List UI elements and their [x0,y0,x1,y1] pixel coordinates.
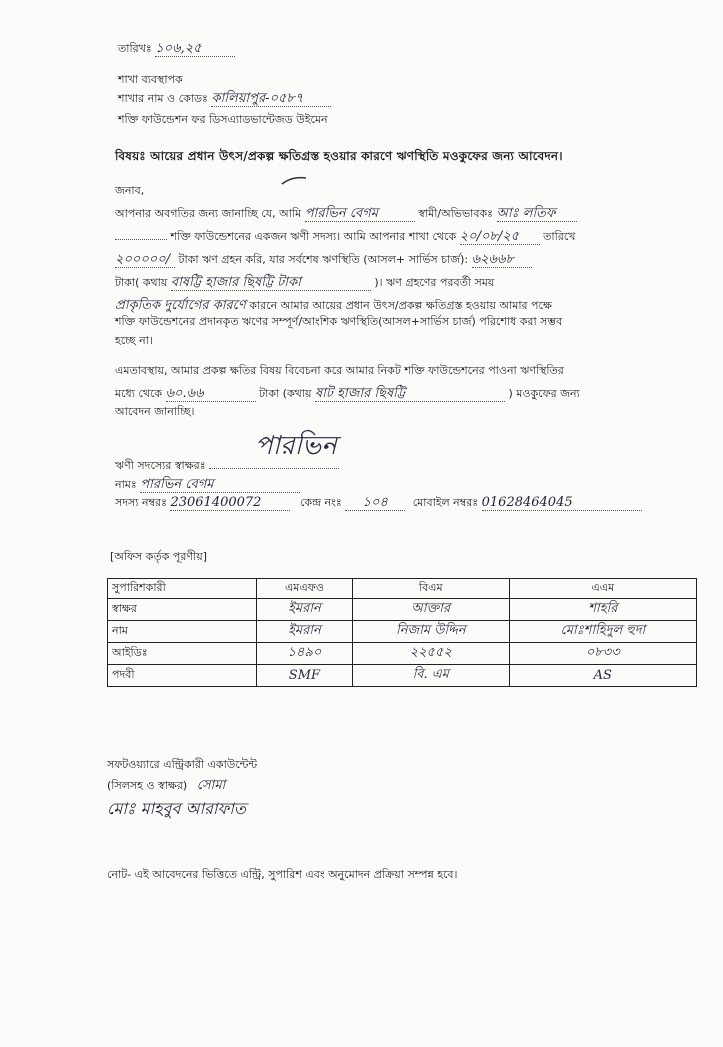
body-p2d: ) মওকুফের জন্য [508,387,580,400]
office-row-id [108,643,697,665]
body-line-10: আবেদন জানাচ্ছি। [115,405,195,418]
mobile-value: 01628464045 [482,496,642,511]
bm-designation: বি. এম [352,665,509,687]
body-p1d: টাকা( কথায় [115,276,168,289]
applicant-name: পারভিন বেগম [305,207,415,222]
center-label: কেন্দ্র নংঃ [299,496,342,509]
body-p1c: টাকা ঋণ গ্রহন করি, যার সর্বশেষ ঋণস্থিতি (আসল+ সার্ভিস চার্জ): [178,253,469,266]
am-designation: AS [509,665,696,687]
member-name-label: নামঃ [115,478,137,491]
body-p1f: কারনে আমার আয়ের প্রধান উৎস/প্রকল্প ক্ষতিগ্রস্ত হওয়ায় আমার পক্ষে [249,299,552,312]
accountant-signature: সোমা [196,778,226,793]
office-header-row [108,579,697,599]
waive-amount: ৬০.৬৬ [166,387,256,402]
pen-mark [280,172,310,188]
damage-reason: প্রাকৃতিক দুর্যোগের কারণে [115,298,246,313]
footer-note: নোট- এই আবেদনের ভিত্তিতে এন্ট্রি, সুপারিশ এবং অনুমোদন প্রক্রিয়া সম্পন্ন হবে। [107,868,458,881]
center-value: ১০৪ [345,496,405,511]
member-name-line [115,478,300,493]
office-row-signature [108,599,697,621]
branch-name-value: কালিয়াপুর-০৫৮৭ [211,92,331,107]
body-line-2 [115,230,575,245]
date-line [118,42,235,57]
am-name: মোঃশাহিদুল হুদা [509,621,696,643]
member-no-value: 23061400072 [170,496,290,511]
member-signature: পারভিন [255,431,337,461]
body-line-6: শক্তি ফাউন্ডেশনের প্রদানকৃত ঋণের সম্পূর্ণ/আংশিক ঋণস্থিতি(আসল+সার্ভিস চার্জ) পরিশোধ করা সম্ভব [115,315,563,328]
bm-id: ২২৫৫২ [352,643,509,665]
date-word: তারিখে [543,230,576,243]
loan-amount: ২০০০০০/ [115,253,175,268]
bm-name: নিজাম উদ্দিন [352,621,509,643]
waive-words: ষাট হাজার ছিষট্টি [315,387,505,402]
mfo-id: ১৪৯০ [257,643,353,665]
row-label: নাম [108,621,257,643]
guardian-value: আঃ লতিফ [497,207,577,222]
sign-line [115,459,339,473]
body-line-8: এমতাবস্থায়, আমার প্রকল্প ক্ষতির বিষয় বিবেচনা করে আমার নিকট শক্তি ফাউন্ডেশনের পাওনা ঋণস্থিতির [115,364,564,377]
branch-name-label: শাখার নাম ও কোডঃ [118,92,208,105]
mobile-label: মোবাইল নম্বরঃ [412,496,479,509]
accountant-name: মোঃ মাহবুব আরাফাত [107,799,246,818]
sign-label: ঋণী সদস্যের স্বাক্ষরঃ [115,459,206,472]
am-signature: শাহরি [509,599,696,621]
office-label: [অফিস কর্তৃক পূরণীয়] [110,550,207,563]
body-p1e: )। ঋণ গ্রহণের পরবর্তী সময় [374,276,495,289]
mfo-signature: ইমরান [257,599,353,621]
office-table [107,578,697,687]
body-line-5 [115,299,552,313]
bm-signature: আক্তার [352,599,509,621]
body-p2c: টাকা (কথায় [259,387,312,400]
office-col-bm: বিএম [352,579,509,599]
balance-words: বাষট্টি হাজার ছিষট্টি টাকা [171,276,371,291]
accountant-seal-label: (সিলসহ ও স্বাক্ষর) [107,779,188,792]
subject-line: বিষয়ঃ আয়ের প্রধান উৎস/প্রকল্প ক্ষতিগ্রস্ত হওয়ার কারণে ঋণস্থিতি মওকুফের জন্য আবেদন। [115,149,563,163]
body-line-4 [115,276,494,291]
mfo-designation: SMF [257,665,353,687]
office-col-am: এএম [509,579,696,599]
member-no-label: সদস্য নম্বরঃ [115,496,167,509]
date-value: ১০৬,২৫ [155,42,235,57]
body-line-3 [115,253,532,268]
member-info-line [115,496,642,511]
balance-value: ৬২৬৬৮ [472,253,532,268]
branch-line [118,92,331,107]
am-id: ০৮৩৩ [509,643,696,665]
date-label: তারিখঃ [118,42,152,55]
org-name: শক্তি ফাউন্ডেশন ফর ডিসএ্যাডভান্টেজড উইমেন [118,113,328,126]
guardian-label: স্বামী/অভিভাবকঃ [418,207,494,220]
row-label: আইডিঃ [108,643,257,665]
member-name-value: পারভিন বেগম [140,478,300,493]
salutation: জনাব, [115,184,145,197]
loan-date: ২০/০৮/২৫ [460,230,540,245]
row-label: স্বাক্ষর [108,599,257,621]
accountant-seal-line [107,779,225,793]
sign-dots [209,468,339,469]
body-line-1 [115,207,577,222]
branch-manager: শাখা ব্যবস্থাপক [118,73,183,86]
office-col-mfo: এমএফও [257,579,353,599]
row-label: পদবী [108,665,257,687]
body-line-7: হচ্ছে না। [115,334,153,347]
office-row-name [108,621,697,643]
blank-member-field [115,239,167,240]
body-p1a: আপনার অবগতির জন্য জানাচ্ছি যে, আমি [115,207,302,220]
office-col-recommender: সুপারিশকারী [108,579,257,599]
body-p1b: শক্তি ফাউন্ডেশনের একজন ঋণী সদস্য। আমি আপনার শাখা থেকে [170,230,457,243]
accountant-title: সফটওয়্যারে এন্ট্রিকারী একাউন্টেন্ট [107,758,258,771]
mfo-name: ইমরান [257,621,353,643]
body-line-9 [115,387,580,402]
office-row-designation [108,665,697,687]
body-p2b: মধ্যে থেকে [115,387,163,400]
